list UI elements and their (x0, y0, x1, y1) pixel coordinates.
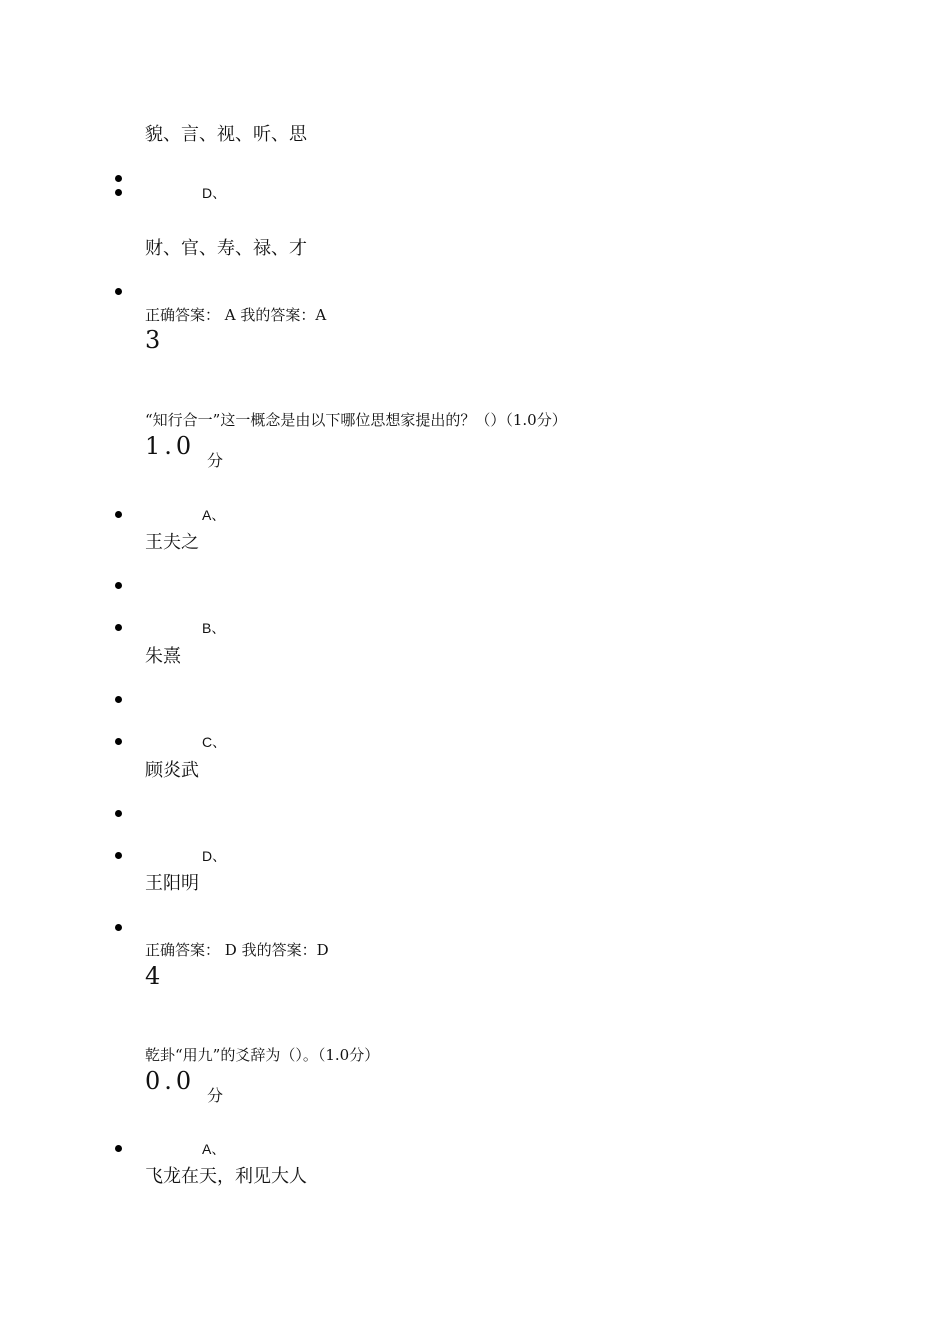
option-d-letter: D、 (202, 848, 227, 864)
list-bullet (115, 582, 122, 589)
option-b-letter: B、 (202, 620, 226, 636)
list-bullet (115, 810, 122, 817)
option-a-text[interactable]: 王夫之 (145, 532, 199, 553)
option-d-text[interactable]: 王阳明 (145, 873, 199, 894)
question-score: 1.0 (145, 432, 196, 460)
option-c-text[interactable]: 顾炎武 (145, 760, 199, 781)
list-bullet (115, 511, 122, 518)
score-unit: 分 (207, 451, 224, 470)
list-bullet (115, 175, 122, 182)
list-bullet (115, 738, 122, 745)
option-a-letter: A、 (202, 507, 226, 523)
option-c-letter: C、 (202, 734, 227, 750)
option-b-text[interactable]: 朱熹 (145, 646, 181, 667)
score-unit: 分 (207, 1086, 224, 1105)
list-bullet (115, 696, 122, 703)
question-text: 乾卦“用九”的爻辞为（）。（1.0分） (145, 1046, 380, 1064)
list-bullet (115, 189, 122, 196)
question-score: 0.0 (145, 1067, 196, 1095)
question-number: 4 (145, 962, 161, 990)
answer-line: 正确答案： D 我的答案：D (145, 941, 329, 959)
prev-option-c-text: 貌、言、视、听、思 (145, 124, 307, 145)
option-a-letter: A、 (202, 1141, 226, 1157)
question-number: 3 (145, 326, 161, 354)
prev-answer-line: 正确答案： A 我的答案：A (145, 306, 327, 324)
list-bullet (115, 852, 122, 859)
list-bullet (115, 624, 122, 631)
question-text: “知行合一”这一概念是由以下哪位思想家提出的？（）（1.0分） (145, 411, 567, 429)
list-bullet (115, 288, 122, 295)
list-bullet (115, 924, 122, 931)
option-a-text[interactable]: 飞龙在天，利见大人 (145, 1166, 307, 1187)
prev-option-d-text: 财、官、寿、禄、才 (145, 238, 307, 259)
prev-option-d-letter: D、 (202, 185, 227, 201)
list-bullet (115, 1145, 122, 1152)
